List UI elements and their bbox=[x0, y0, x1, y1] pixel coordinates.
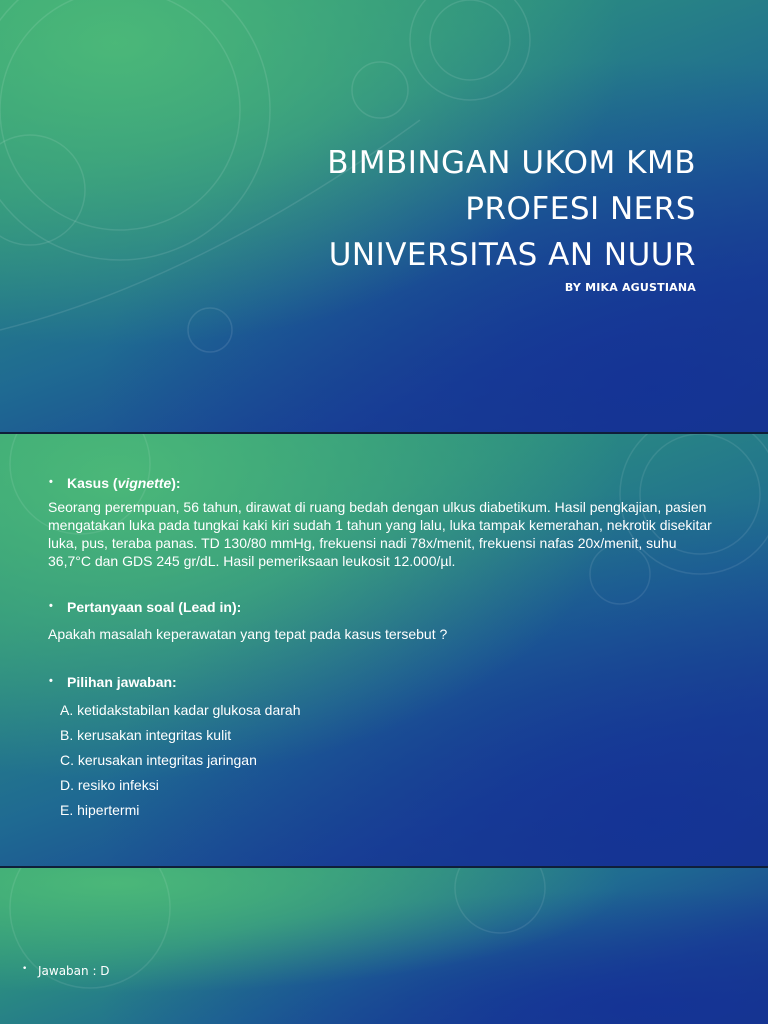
question-content bbox=[48, 474, 718, 826]
question-slide bbox=[0, 434, 768, 866]
title-line-1: BIMBINGAN UKOM KMB bbox=[327, 145, 696, 181]
case-label-italic: vignette bbox=[117, 475, 172, 491]
answer-slide bbox=[0, 868, 768, 1024]
answer-text: • Jawaban : D bbox=[38, 964, 110, 978]
title-line-3: UNIVERSITAS AN NUUR bbox=[328, 237, 696, 273]
options-heading: • Pilihan jawaban: bbox=[48, 673, 718, 691]
case-label: Kasus ( bbox=[67, 475, 118, 491]
title-slide bbox=[0, 0, 768, 432]
option-b: B. kerusakan integritas kulit bbox=[60, 727, 232, 743]
option-e: E. hipertermi bbox=[60, 802, 140, 818]
author-byline: BY MIKA AGUSTIANA bbox=[564, 281, 696, 294]
answer-options bbox=[60, 701, 718, 819]
question-text: Apakah masalah keperawatan yang tepat pada kasus tersebut ? bbox=[48, 626, 448, 642]
clockwork-decoration bbox=[0, 868, 768, 1024]
case-heading bbox=[48, 474, 718, 492]
option-c: C. kerusakan integritas jaringan bbox=[60, 752, 257, 768]
case-text: Seorang perempuan, 56 tahun, dirawat di ruang bedah dengan ulkus diabetikum. Hasil pengkajian, pasien mengatakan luka pada tungkai kaki kiri sudah 1 tahun yang lalu, luka tampak kemerahan, nekrotik disekitar luka, pus, teraba panas. TD 130/80 mmHg, frekuensi nadi 78x/menit, frekuensi nafas 20x/menit, suhu 36,7°C dan GDS 245 gr/dL. Hasil pemeriksaan leukosit 12.000/µl. bbox=[48, 499, 712, 569]
case-label-end: ): bbox=[171, 475, 181, 491]
option-d: D. resiko infeksi bbox=[60, 777, 159, 793]
question-heading: • Pertanyaan soal (Lead in): bbox=[48, 598, 718, 616]
presentation-title bbox=[176, 140, 696, 278]
title-line-2: PROFESI NERS bbox=[465, 191, 696, 227]
option-a: A. ketidakstabilan kadar glukosa darah bbox=[60, 702, 301, 718]
